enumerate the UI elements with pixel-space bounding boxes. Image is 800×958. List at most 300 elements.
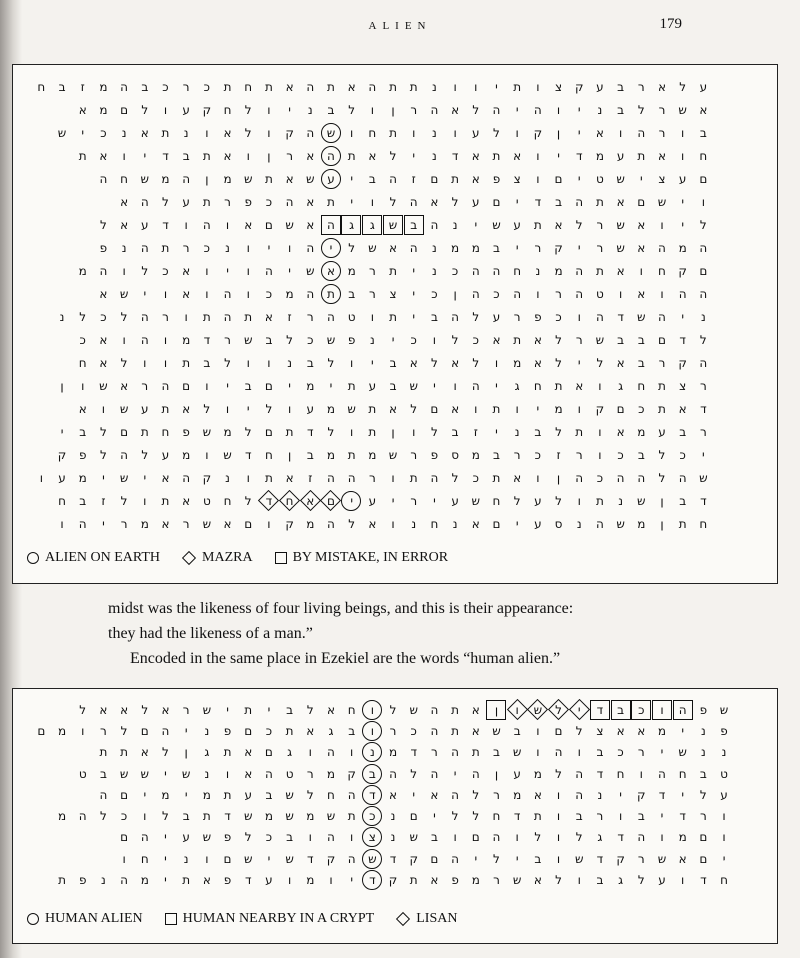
letter-cell: ש [99,378,108,393]
letter-cell: ר [162,309,169,324]
legend-item [165,911,375,927]
letter-cell: נ [700,723,706,738]
letter-cell: ל [555,702,562,717]
letter-cell: ר [658,125,666,140]
letter-cell: ש [512,873,522,888]
legend-label: MAZRA [202,550,253,565]
letter-cell: ד [162,148,169,163]
letter-cell: א [223,125,232,140]
letter-cell: מ [306,873,315,888]
letter-cell: צ [679,378,687,393]
letter-cell: ו [556,851,561,866]
letter-cell: ת [264,171,273,186]
letter-cell: י [681,194,684,209]
letter-cell: מ [554,401,563,416]
letter-cell: מ [368,447,377,462]
letter-cell: כ [679,447,686,462]
letter-cell: ו [660,286,664,301]
letter-cell: ש [57,125,67,140]
letter-cell: י [433,378,436,393]
letter-cell: א [430,873,439,888]
letter-cell: י [412,148,416,163]
letter-cell: ם [182,378,191,393]
letter-cell: ר [182,516,190,531]
letter-cell: ו [412,424,416,439]
letter-cell: ל [162,809,169,824]
letter-cell: ד [307,851,314,866]
letter-cell: ל [575,830,583,845]
letter-cell: א [575,378,584,393]
letter-cell: ג [597,830,603,845]
circle-highlight-mark [321,169,341,189]
letter-cell: כ [100,309,107,324]
letter-cell: א [533,355,542,370]
letter-cell: ר [120,516,128,531]
circle-highlight-mark [362,849,382,869]
letter-cell: ע [368,493,377,508]
letter-cell: י [102,470,105,485]
letter-cell: ו [350,745,354,760]
letter-cell: ל [472,355,480,370]
letter-cell: ל [493,125,500,140]
square-highlight-mark [321,215,341,235]
letter-cell: י [515,102,519,117]
letter-cell: ע [513,217,521,232]
letter-cell: ו [598,424,602,439]
letter-cell: י [288,102,291,117]
letter-cell: ל [120,309,128,324]
letter-cell: ש [202,424,212,439]
letter-cell: ת [347,809,356,824]
letter-cell: ש [285,217,294,232]
letter-cell: א [306,723,315,738]
letter-cell: ו [205,286,209,301]
letter-cell: ש [119,470,129,485]
letter-cell: ל [79,309,87,324]
letter-cell: ש [140,766,150,781]
letter-cell: כ [617,745,624,760]
letter-cell: ט [720,766,728,781]
letter-cell: ם [657,332,666,347]
letter-cell: א [637,240,646,255]
letter-cell: כ [472,470,479,485]
letter-cell: א [285,171,294,186]
letter-cell: ד [575,148,583,163]
letter-cell: ב [79,424,87,439]
square-highlight-mark [486,700,506,720]
letter-cell: ה [575,286,584,301]
letter-cell: נ [225,470,230,485]
letter-cell: ו [122,148,126,163]
letter-cell: י [350,873,353,888]
letter-cell: ם [699,171,708,186]
letter-cell: ח [161,424,170,439]
letter-cell: ח [223,493,232,508]
letter-cell: ש [409,378,418,393]
letter-cell: ן [184,745,188,760]
letter-cell: ל [699,332,707,347]
circle-highlight-mark [362,785,382,805]
letter-cell: ע [58,470,66,485]
letter-cell: א [264,309,273,324]
letter-cell: נ [514,424,520,439]
letter-cell: ח [37,79,46,94]
letter-cell: ת [595,493,604,508]
letter-cell: א [533,873,542,888]
letter-cell: ב [79,493,87,508]
letter-cell: ה [202,217,211,232]
letter-row [31,720,734,741]
letter-cell: ם [264,745,273,760]
letter-cell: א [161,702,170,717]
letter-cell: פ [347,332,356,347]
letter-cell: י [102,516,105,531]
letter-cell: צ [596,723,604,738]
letter-cell: א [140,125,149,140]
letter-cell: נ [307,102,313,117]
letter-cell: מ [326,447,336,462]
letter-cell: ד [617,309,624,324]
letter-cell: ת [389,125,397,140]
letter-cell: ם [409,809,418,824]
letter-cell: ק [637,787,646,802]
letter-cell: ת [658,378,666,393]
letter-cell: י [412,309,416,324]
letter-cell: ב [286,702,294,717]
letter-cell: ה [451,745,460,760]
letter-cell: ב [617,79,625,94]
letter-cell: א [451,102,460,117]
letter-cell: ג [287,745,293,760]
letter-cell: א [182,286,191,301]
letter-cell: ו [163,332,168,347]
letter-cell: ת [78,148,87,163]
letter-cell: ו [515,401,519,416]
letter-cell: א [99,286,108,301]
letter-cell: ה [264,766,273,781]
letter-cell: ע [513,766,521,781]
letter-cell: א [637,286,646,301]
letter-cell: ע [244,787,252,802]
letter-cell: ח [678,766,687,781]
letter-cell: ל [244,125,252,140]
letter-cell: ה [658,766,666,781]
letter-cell: ע [306,401,315,416]
letter-cell: ל [389,148,397,163]
diamond-symbol-icon [396,912,410,926]
letter-cell: נ [452,217,458,232]
letter-cell: י [226,263,229,278]
letter-cell: ש [202,516,212,531]
letter-cell: ד [679,332,686,347]
letter-cell: מ [140,873,149,888]
letter-cell: ל [120,355,128,370]
letter-cell: ת [285,424,294,439]
letter-row [31,397,714,420]
letter-cell: ש [616,171,625,186]
letter-cell: ת [368,424,377,439]
letter-cell: ק [533,125,543,140]
letter-cell: ן [494,766,499,781]
letter-cell: ב [493,240,500,255]
letter-cell: ב [596,745,604,760]
letter-cell: ו [122,332,126,347]
letter-cell: ל [596,355,604,370]
letter-cell: ח [492,809,501,824]
letter-cell: ר [513,447,521,462]
letter-cell: נ [597,787,603,802]
letter-cell: ן [556,470,561,485]
letter-cell: נ [183,125,189,140]
letter-cell: מ [678,240,687,255]
letter-cell: כ [203,240,211,255]
letter-cell: ג [204,745,210,760]
letter-cell: ש [637,493,646,508]
letter-cell: ב [265,787,273,802]
letter-cell: ל [244,493,252,508]
circle-highlight-mark [321,238,341,258]
letter-cell: ו [39,470,43,485]
letter-cell: ב [389,378,397,393]
letter-cell: כ [369,809,376,824]
letter-cell: א [430,194,439,209]
letter-cell: מ [533,766,542,781]
letter-cell: ו [350,830,354,845]
letter-cell: כ [493,286,500,301]
letter-cell: ק [595,401,605,416]
letter-cell: ש [347,401,356,416]
letter-row [31,167,714,190]
circle-highlight-mark [362,721,382,741]
letter-cell: ע [327,171,335,186]
letter-cell: ר [637,745,645,760]
letter-cell: נ [390,830,396,845]
letter-cell: א [285,470,294,485]
letter-cell: א [120,217,129,232]
square-highlight-mark [590,700,610,720]
letter-cell: כ [534,447,542,462]
letter-cell: ם [244,516,253,531]
letter-cell: ק [347,766,356,781]
letter-cell: ם [554,171,563,186]
letter-cell: ו [370,702,374,717]
letter-cell: מ [57,723,67,738]
letter-cell: ר [513,309,521,324]
letter-cell: ה [575,766,584,781]
letter-cell: א [616,723,625,738]
letter-cell: ה [430,702,439,717]
letter-cell: ש [616,217,625,232]
letter-cell: י [515,851,519,866]
letter-cell: ל [699,217,707,232]
letter-cell: פ [451,873,459,888]
letter-cell: ל [286,332,293,347]
letter-cell: מ [306,809,315,824]
letter-cell: י [619,787,622,802]
letter-cell: ב [306,355,314,370]
letter-cell: י [288,378,291,393]
letter-cell: א [389,240,398,255]
letter-row [31,784,734,805]
letter-row [31,351,714,374]
letter-cell: מ [451,240,460,255]
letter-cell: ו [474,79,478,94]
letter-cell: ת [120,745,129,760]
letter-cell: ש [119,766,129,781]
letter-cell: ו [267,516,271,531]
letter-cell: ת [451,702,460,717]
letter-cell: א [616,424,625,439]
letter-cell: ר [555,286,562,301]
letter-cell: צ [554,79,563,94]
letter-cell: כ [596,470,604,485]
circle-highlight-mark [341,491,361,511]
letter-cell: ר [410,102,418,117]
letter-cell: ו [598,447,602,462]
letter-cell: ל [493,851,500,866]
letter-cell: ל [472,809,480,824]
letter-cell: ת [492,148,501,163]
letter-cell: ב [493,447,500,462]
letter-cell: ו [577,309,581,324]
letter-cell: פ [720,723,728,738]
letter-row [31,420,714,443]
letter-row [31,144,714,167]
letter-cell: ז [80,79,85,94]
letter-cell: מ [388,745,398,760]
letter-cell: ו [577,873,581,888]
legend-alien [27,550,448,566]
square-highlight-mark [362,215,382,235]
letter-cell: ח [58,493,66,508]
letter-row [31,328,714,351]
letter-cell: ה [554,745,563,760]
letter-cell: ו [681,873,685,888]
letter-cell: י [164,766,167,781]
letter-cell: ה [492,830,501,845]
letter-cell: ר [224,332,231,347]
letter-cell: ר [699,424,707,439]
letter-cell: ב [555,194,562,209]
letter-cell: מ [161,787,170,802]
letter-cell: ד [700,401,707,416]
letter-cell: ק [409,851,418,866]
letter-cell: ת [658,401,666,416]
legend-label: BY MISTAKE, IN ERROR [292,550,449,565]
letter-cell: ה [678,286,687,301]
square-symbol-icon [165,913,177,925]
letter-cell: א [120,194,129,209]
letter-cell: ה [513,286,522,301]
letter-cell: נ [700,309,706,324]
letter-cell: ו [370,309,374,324]
letter-cell: ם [120,102,129,117]
letter-cell: ה [182,171,191,186]
square-highlight-mark [673,700,693,720]
letter-cell: ו [163,355,168,370]
letter-cell: ו [660,702,664,717]
letter-cell: ת [409,873,418,888]
letter-cell: ה [678,470,687,485]
letter-cell: ו [350,424,354,439]
letter-cell: ו [556,830,561,845]
paragraph-line: they had the likeness of a man.” [108,625,313,642]
letter-cell: ו [722,809,726,824]
letter-cell: ה [140,309,149,324]
letter-cell: ק [285,516,294,531]
letter-cell: ל [99,424,107,439]
square-highlight-mark [404,215,424,235]
letter-cell: מ [161,171,170,186]
letter-cell: ן [205,171,209,186]
letter-cell: מ [99,79,108,94]
letter-cell: ד [596,702,604,717]
letter-cell: ו [618,809,623,824]
letter-cell: ח [492,493,501,508]
letter-cell: א [657,79,666,94]
letter-row [31,121,714,144]
letter-cell: ו [453,125,457,140]
letter-row [31,466,714,489]
letter-cell: ם [699,851,708,866]
letter-cell: ש [326,332,336,347]
letter-cell: ר [306,766,314,781]
letter-cell: פ [78,447,87,462]
letter-cell: ב [679,424,687,439]
letter-cell: ל [348,240,356,255]
letter-cell: ב [617,702,625,717]
letter-cell: ו [660,217,664,232]
letter-cell: ד [534,194,542,209]
letter-cell: מ [678,830,687,845]
letter-cell: נ [700,745,706,760]
letter-cell: ח [513,263,522,278]
letter-cell: ו [122,263,126,278]
letter-cell: א [306,493,315,508]
letter-cell: ה [699,286,708,301]
letter-cell: ל [389,194,397,209]
letter-cell: א [368,516,377,531]
letter-cell: ת [451,171,460,186]
letter-cell: ה [327,309,335,324]
letter-cell: ת [244,702,253,717]
letter-cell: ת [595,194,604,209]
letter-cell: א [161,516,170,531]
letter-cell: ב [203,355,211,370]
letter-cell: ש [699,470,708,485]
letter-cell: ר [431,745,438,760]
letter-cell: מ [595,148,604,163]
letter-cell: ת [637,148,646,163]
letter-cell: ו [681,125,685,140]
letter-cell: ל [555,766,562,781]
letter-cell: ל [141,102,149,117]
letter-cell: ש [719,702,729,717]
letter-cell: ש [119,401,129,416]
letter-cell: ת [161,125,170,140]
letter-cell: ל [327,424,335,439]
letter-cell: ת [202,309,211,324]
letter-cell: נ [618,493,623,508]
letter-cell: ם [637,194,646,209]
letter-cell: ה [430,766,439,781]
letter-cell: ו [474,401,478,416]
letter-cell: א [120,378,129,393]
letter-cell: ד [244,873,252,888]
letter-cell: ע [141,401,149,416]
letter-cell: ע [678,171,687,186]
letter-cell: ו [556,102,561,117]
